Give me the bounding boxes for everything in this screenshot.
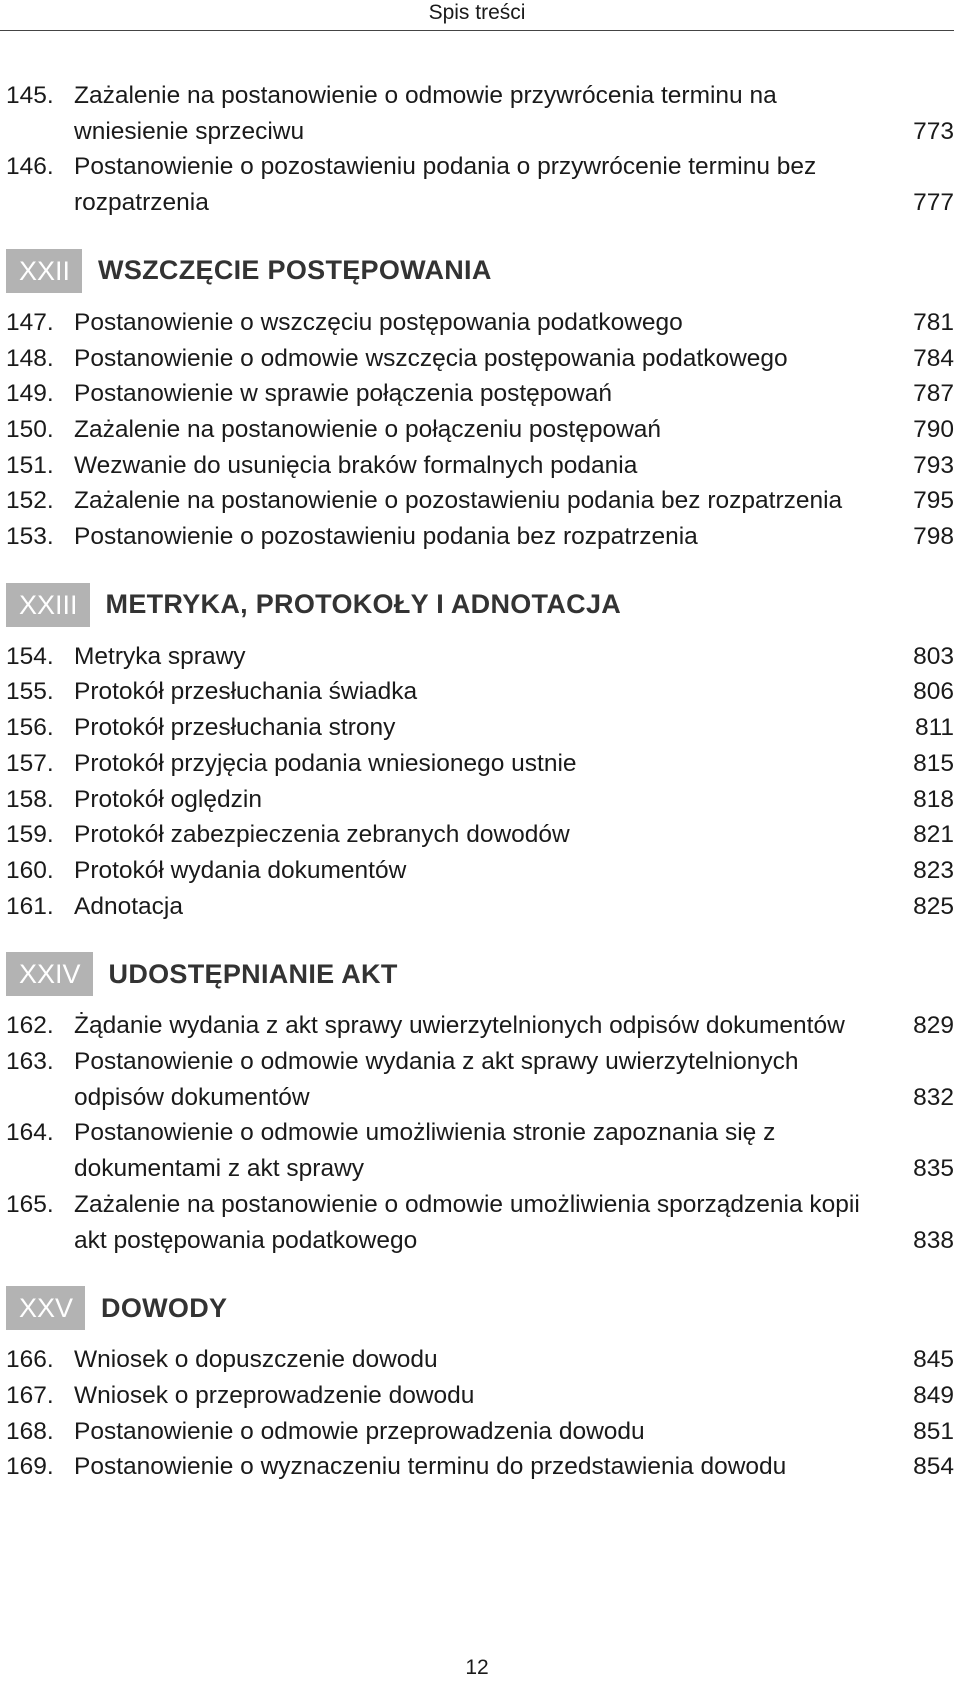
toc-entry[interactable] xyxy=(6,1115,954,1186)
toc-entry[interactable] xyxy=(6,519,954,555)
entry-page-number: 811 xyxy=(914,714,954,742)
entry-page-number: 790 xyxy=(913,415,954,443)
entry-title: Metryka sprawy xyxy=(74,642,246,670)
entry-number: 145. xyxy=(6,82,54,109)
chapter-number-badge: XXIII xyxy=(6,583,90,627)
toc-entry[interactable] xyxy=(6,1449,954,1485)
entry-number: 147. xyxy=(6,308,54,336)
toc-entry[interactable] xyxy=(6,341,954,377)
entry-number: 167. xyxy=(6,1381,54,1409)
entry-title: Postanowienie o pozostawieniu podania o przywrócenie terminu bez rozpatrzenia xyxy=(74,153,817,217)
entry-number: 146. xyxy=(6,153,54,181)
entry-title: Zażalenie na postanowienie o połączeniu postępowań xyxy=(74,415,662,443)
entry-title: Wniosek o dopuszczenie dowodu xyxy=(74,1346,438,1374)
toc-entry[interactable] xyxy=(6,639,954,675)
entry-number: 161. xyxy=(6,892,54,920)
toc-entry[interactable] xyxy=(6,1008,954,1044)
entry-number: 163. xyxy=(6,1048,54,1076)
entry-page-number: 845 xyxy=(913,1346,954,1374)
entry-page-number: 773 xyxy=(913,117,954,145)
toc-entry[interactable] xyxy=(6,483,954,519)
entry-number: 162. xyxy=(6,1012,54,1040)
toc-entry[interactable] xyxy=(6,305,954,341)
toc-entry[interactable] xyxy=(6,78,954,149)
chapter-heading xyxy=(6,952,954,996)
toc-entry[interactable] xyxy=(6,710,954,746)
entry-title: Protokół przesłuchania strony xyxy=(74,714,396,742)
entry-title: Postanowienie o pozostawieniu podania bez rozpatrzenia xyxy=(74,523,698,551)
toc-entry[interactable] xyxy=(6,674,954,710)
entry-number: 149. xyxy=(6,380,54,408)
entry-page-number: 849 xyxy=(913,1381,954,1409)
toc-entry[interactable] xyxy=(6,1378,954,1414)
toc-entry[interactable] xyxy=(6,782,954,818)
entry-title: Zażalenie na postanowienie o odmowie umożliwienia sporządzenia kopii akt postępowania podatkowego xyxy=(74,1190,860,1254)
entry-number: 156. xyxy=(6,714,54,742)
entry-number: 159. xyxy=(6,821,54,849)
entry-page-number: 815 xyxy=(913,749,954,777)
toc-entry[interactable] xyxy=(6,448,954,484)
entry-title: Protokół wydania dokumentów xyxy=(74,856,407,884)
entry-number: 169. xyxy=(6,1453,54,1481)
entry-title: Postanowienie o odmowie wydania z akt sprawy uwierzytelnionych odpisów dokumentów xyxy=(74,1048,799,1111)
entry-title: Adnotacja xyxy=(74,892,183,920)
entry-title: Postanowienie w sprawie połączenia postępowań xyxy=(74,380,612,408)
entry-title: Protokół przesłuchania świadka xyxy=(74,678,418,706)
entry-title: Zażalenie na postanowienie o pozostawieniu podania bez rozpatrzenia xyxy=(74,487,843,515)
entry-page-number: 793 xyxy=(913,451,954,479)
entry-title: Protokół przyjęcia podania wniesionego ustnie xyxy=(74,749,577,777)
toc-entry[interactable] xyxy=(6,746,954,782)
running-header: Spis treści xyxy=(0,0,954,31)
chapter-title: METRYKA, PROTOKOŁY I ADNOTACJA xyxy=(105,589,622,620)
chapter-title: UDOSTĘPNIANIE AKT xyxy=(108,958,398,989)
entry-title: Wniosek o przeprowadzenie dowodu xyxy=(74,1381,475,1409)
entry-number: 157. xyxy=(6,749,54,777)
toc-entry[interactable] xyxy=(6,817,954,853)
toc-entry[interactable] xyxy=(6,149,954,220)
chapter-title: WSZCZĘCIE POSTĘPOWANIA xyxy=(98,255,492,286)
entry-number: 155. xyxy=(6,678,54,706)
entry-page-number: 838 xyxy=(913,1226,954,1254)
entry-number: 158. xyxy=(6,785,54,813)
entry-page-number: 851 xyxy=(913,1417,954,1445)
chapter-heading xyxy=(6,1286,954,1330)
entry-number: 164. xyxy=(6,1119,54,1147)
chapter-number-badge: XXII xyxy=(6,249,82,293)
chapter-number-badge: XXIV xyxy=(6,952,93,996)
entry-number: 165. xyxy=(6,1190,54,1218)
entry-page-number: 818 xyxy=(913,785,954,813)
entry-page-number: 829 xyxy=(913,1012,954,1040)
entry-title: Protokół oględzin xyxy=(74,785,262,813)
entry-title: Postanowienie o odmowie wszczęcia postępowania podatkowego xyxy=(74,344,788,372)
entry-page-number: 777 xyxy=(913,189,954,217)
entry-number: 168. xyxy=(6,1417,54,1445)
toc-entry[interactable] xyxy=(6,1187,954,1258)
chapter-heading xyxy=(6,583,954,627)
toc-entry[interactable] xyxy=(6,1414,954,1450)
entry-page-number: 781 xyxy=(913,308,954,336)
entry-page-number: 835 xyxy=(913,1155,954,1183)
toc-entry[interactable] xyxy=(6,889,954,925)
entry-page-number: 825 xyxy=(913,892,954,920)
entry-number: 151. xyxy=(6,451,54,479)
entry-page-number: 823 xyxy=(913,856,954,884)
toc-entry[interactable] xyxy=(6,853,954,889)
entry-page-number: 821 xyxy=(913,821,954,849)
entry-title: Postanowienie o wszczęciu postępowania podatkowego xyxy=(74,308,683,336)
entry-number: 154. xyxy=(6,642,54,670)
entry-title: Postanowienie o wyznaczeniu terminu do przedstawienia dowodu xyxy=(74,1453,787,1481)
entry-page-number: 795 xyxy=(913,487,954,515)
entry-page-number: 798 xyxy=(913,523,954,551)
toc-entry[interactable] xyxy=(6,1044,954,1115)
entry-title: Zażalenie na postanowienie o odmowie przywrócenia terminu na wniesienie sprzeciwu xyxy=(74,82,777,145)
entry-number: 150. xyxy=(6,415,54,443)
entry-title: Postanowienie o odmowie przeprowadzenia dowodu xyxy=(74,1417,645,1445)
chapter-title: DOWODY xyxy=(101,1292,228,1323)
table-of-contents xyxy=(6,78,954,1485)
entry-number: 160. xyxy=(6,856,54,884)
entry-title: Żądanie wydania z akt sprawy uwierzytelnionych odpisów dokumentów xyxy=(74,1012,845,1040)
toc-entry[interactable] xyxy=(6,1342,954,1378)
entry-number: 166. xyxy=(6,1346,54,1374)
entry-number: 153. xyxy=(6,523,54,551)
entry-title: Protokół zabezpieczenia zebranych dowodów xyxy=(74,821,570,849)
entry-number: 148. xyxy=(6,344,54,372)
toc-entry[interactable] xyxy=(6,376,954,412)
chapter-number-badge: XXV xyxy=(6,1286,85,1330)
entry-title: Postanowienie o odmowie umożliwienia stronie zapoznania się z dokumentami z akt sprawy xyxy=(74,1119,776,1183)
entry-page-number: 787 xyxy=(913,380,954,408)
entry-page-number: 806 xyxy=(913,678,954,706)
entry-page-number: 854 xyxy=(913,1453,954,1481)
page-number: 12 xyxy=(465,1656,489,1679)
entry-title: Wezwanie do usunięcia braków formalnych podania xyxy=(74,451,638,479)
entry-page-number: 803 xyxy=(913,642,954,670)
entry-number: 152. xyxy=(6,487,54,515)
entry-page-number: 832 xyxy=(913,1083,954,1111)
chapter-heading xyxy=(6,249,954,293)
toc-entry[interactable] xyxy=(6,412,954,448)
entry-page-number: 784 xyxy=(913,344,954,372)
